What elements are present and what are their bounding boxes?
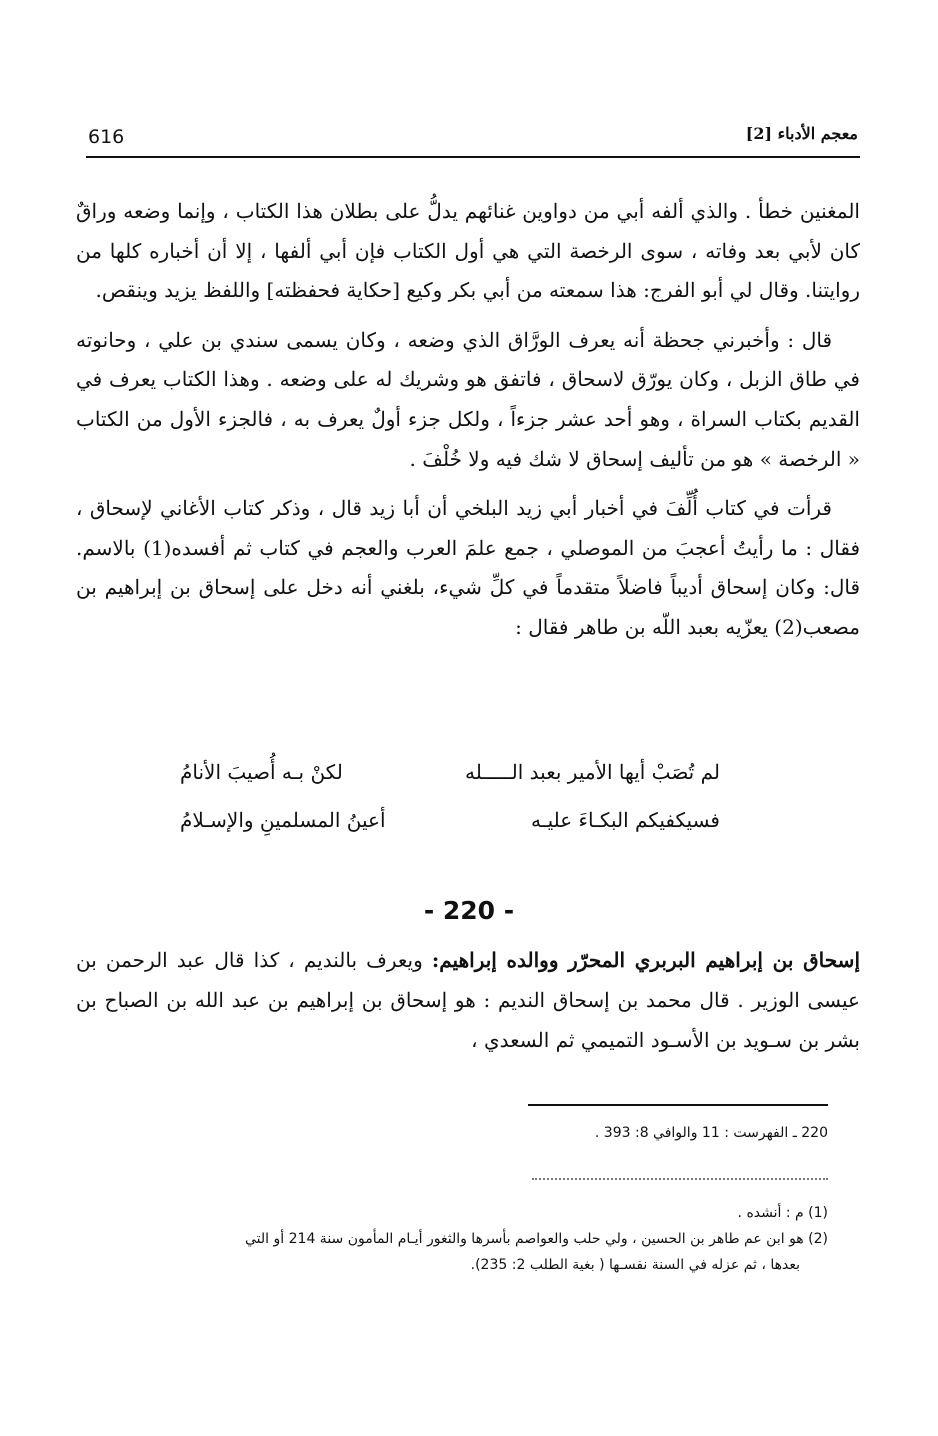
entry-number: - 220 - [423,896,515,925]
verse-second-hemistich: لكنْ بـه أُصيبَ الأنامُ [180,760,343,784]
entry-paragraph [76,940,860,1060]
footnote-rule [528,1104,828,1106]
entry-heading: إسحاق بن إبراهيم البربري المحرّر ووالده إبراهيم: [431,948,860,972]
entry-body: ويعرف بالنديم ، كذا قال عبد الرحمن بن عيسى الوزير . قال محمد بن إسحاق النديم : هو إسحاق بن إبراهيم بن عبد الله بن الصباح بن بشر بن سـويد بن الأسـود التميمي ثم السعدي ، [76,948,860,1052]
page-number: 616 [88,126,125,148]
footnotes [86,1200,828,1278]
paragraph: قرأت في كتاب أُلِّفَ في أخبار أبي زيد البلخي أن أبا زيد قال ، وذكر كتاب الأغاني لإسحاق ، فقال : ما رأيتُ أعجبَ من الموصلي ، جمع علمَ العرب والعجم في كتاب ثم أفسده(1) بالاسم. قال: وكان إسحاق أديباً فاضلاً متقدماً في كلِّ شيء، بلغني أنه دخل على إسحاق بن إبراهيم بن مصعب(2) يعزّيه بعبد اللّه بن طاهر فقال : [76,496,861,639]
main-text [76,192,860,648]
footnote: (2) هو ابن عم طاهر بن الحسين ، ولي حلب والعواصم بأسرها والثغور أيـام المأمون سنة 214 أو التي [245,1231,828,1247]
verse-first-hemistich: لم تُصَبْ أيها الأمير بعبد الـــــله [465,760,720,784]
source-note: 220 ـ الفهرست : 11 والوافي 8: 393 . [594,1125,828,1141]
paragraph: المغنين خطأ . والذي ألفه أبي من دواوين غنائهم يدلُّ على بطلان هذا الكتاب ، وإنما وضعه وراقٌ كان لأبي بعد وفاته ، سوى الرخصة التي هي أول الكتاب فإن أبي ألفها ، إلا أن أخباره كلها من روايتنا. وقال لي أبو الفرج: هذا سمعته من أبي بكر وكيع [حكاية فحفظته] واللفظ يزيد وينقص. [76,199,860,303]
entry-text [76,940,860,1060]
verse-second-hemistich: أعينُ المسلمينِ والإسـلامُ [180,808,386,832]
verse-first-hemistich: فسيكفيكم البكـاءَ عليـه [531,808,720,832]
poem-verse [180,808,720,832]
running-title: معجم الأدباء [2] [745,124,858,143]
footnote: (1) م : أنشده . [737,1205,828,1221]
paragraph: قال : وأخبرني جحظة أنه يعرف الورَّاق الذي وضعه ، وكان يسمى سندي بن علي ، وحانوته في طاق الزبل ، وكان يورّق لاسحاق ، فاتفق هو وشريك له على وضعه . وهذا الكتاب يعرف في القديم بكتاب السراة ، وهو أحد عشر جزءاً ، ولكل جزء أولٌ يعرف به ، فالجزء الأول من الكتاب « الرخصة » هو من تأليف إسحاق لا شك فيه ولا خُلْفَ . [76,327,860,471]
footnote-continuation: بعدها ، ثم عزله في السنة نفسـها ( بغية الطلب 2: 235). [470,1257,800,1273]
poem-verse [180,760,720,784]
dotted-divider [532,1178,828,1180]
page-header [86,122,860,158]
